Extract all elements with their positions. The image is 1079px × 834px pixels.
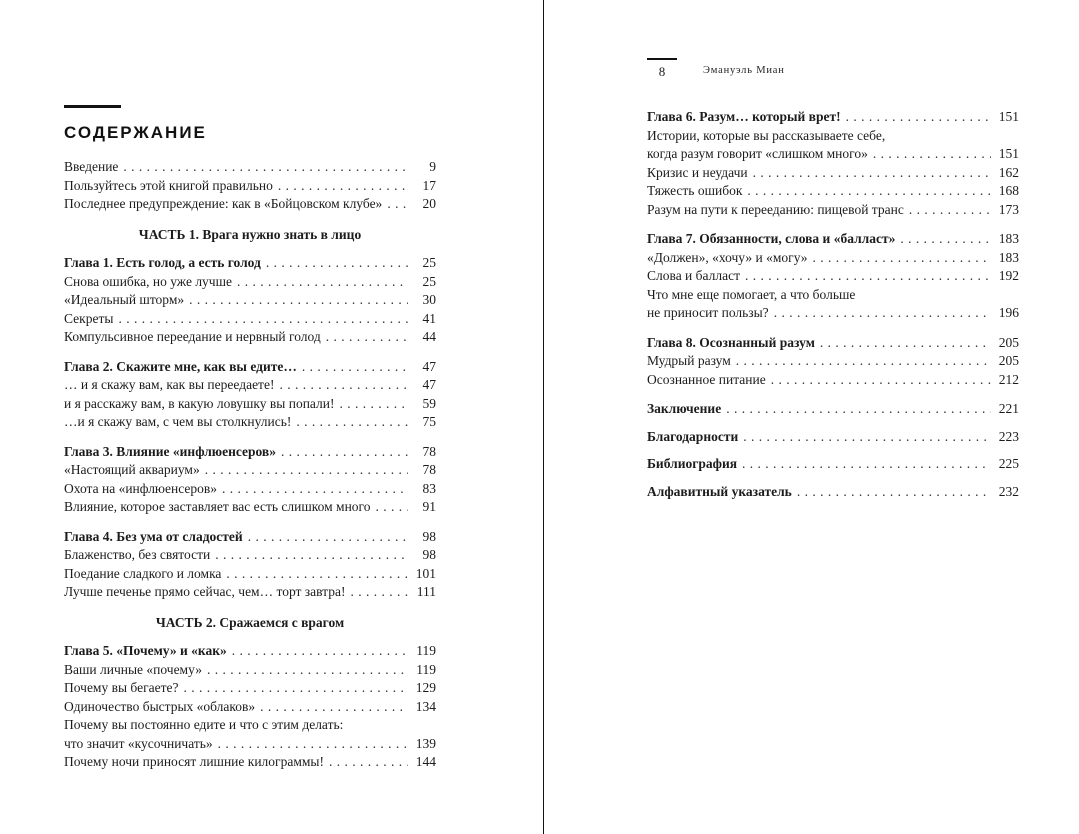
toc-entry-label: Тяжесть ошибок — [647, 183, 743, 198]
toc-entry-page: 111 — [416, 584, 436, 599]
dot-leader — [900, 230, 991, 249]
toc-entry-label: «Настоящий аквариум» — [64, 462, 200, 477]
toc-entry-label: Библиография — [647, 456, 738, 471]
toc-entry-label: Мудрый разум — [647, 353, 731, 368]
toc-entry-page: 17 — [422, 177, 436, 193]
toc-entry-page: 232 — [998, 483, 1019, 499]
toc-entry-page: 212 — [998, 371, 1019, 387]
dot-leader — [340, 395, 409, 414]
dot-leader — [215, 546, 408, 565]
toc-entry-page: 139 — [415, 735, 436, 751]
dot-leader — [248, 528, 408, 547]
toc-entry-label: Глава 2. Скажите мне, как вы едите… — [64, 358, 297, 374]
toc-item — [64, 583, 436, 602]
toc-entry-page: 30 — [422, 292, 436, 307]
toc-entry-label: Компульсивное переедание и нервный голод — [64, 329, 321, 344]
toc-entry — [64, 546, 436, 565]
header-row — [647, 64, 1019, 80]
toc-item — [647, 455, 1019, 474]
toc-entry-label: Последнее предупреждение: как в «Бойцовском клубе» — [64, 196, 383, 211]
toc-item — [64, 291, 436, 310]
toc-entry — [647, 400, 1019, 419]
toc-entry-label: Блаженство, без святости — [64, 547, 211, 562]
toc-entry — [647, 304, 1019, 323]
dot-leader — [747, 182, 991, 201]
toc-entry — [64, 376, 436, 395]
left-toc — [64, 158, 436, 772]
toc-entry-page: 20 — [422, 196, 436, 211]
toc-entry-page: 25 — [422, 273, 436, 289]
toc-item — [64, 528, 436, 547]
toc-entry-label: Алфавитный указатель — [647, 483, 792, 499]
toc-entry-page: 83 — [422, 480, 436, 496]
toc-item — [64, 443, 436, 462]
toc-entry — [647, 230, 1019, 249]
toc-entry — [647, 286, 1019, 305]
toc-item — [64, 195, 436, 214]
toc-entry — [647, 483, 1019, 502]
toc-entry-label: не приносит пользы? — [647, 305, 769, 320]
toc-entry — [64, 753, 436, 772]
toc-entry-page: 75 — [422, 414, 436, 429]
toc-entry — [64, 480, 436, 499]
toc-entry-label: что значит «кусочничать» — [64, 735, 213, 751]
toc-item — [64, 358, 436, 377]
toc-entry-label: «Должен», «хочу» и «могу» — [647, 249, 808, 265]
toc-entry-label: Что мне еще помогает, а что больше — [647, 286, 856, 302]
toc-entry-page: 205 — [998, 353, 1019, 368]
toc-entry-page: 129 — [415, 680, 436, 695]
toc-entry-label: Снова ошибка, но уже лучше — [64, 273, 232, 289]
toc-block — [647, 108, 1019, 219]
toc-entry — [64, 698, 436, 717]
toc-entry-label: Почему вы постоянно едите и что с этим делать: — [64, 717, 344, 732]
toc-entry-page: 223 — [998, 428, 1019, 444]
toc-entry — [64, 413, 436, 432]
running-header — [647, 58, 1019, 80]
dot-leader — [736, 352, 991, 371]
toc-item — [647, 286, 1019, 323]
toc-entry-page: 221 — [998, 401, 1019, 416]
toc-entry-page: 119 — [416, 661, 436, 677]
toc-entry — [64, 716, 436, 735]
dot-leader — [909, 201, 991, 220]
toc-entry-page: 196 — [998, 305, 1019, 320]
toc-entry-page: 78 — [422, 443, 436, 459]
toc-entry-label: Кризис и неудачи — [647, 164, 748, 180]
toc-item — [64, 698, 436, 717]
toc-entry-page: 173 — [998, 201, 1019, 217]
dot-leader — [774, 304, 991, 323]
toc-entry-page: 119 — [416, 643, 436, 658]
toc-entry-label: Глава 3. Влияние «инфлюенсеров» — [64, 443, 276, 459]
toc-entry-label: Истории, которые вы рассказываете себе, — [647, 127, 886, 143]
toc-entry — [64, 195, 436, 214]
toc-entry-label: Влияние, которое заставляет вас есть слишком много — [64, 499, 371, 514]
toc-entry-label: Заключение — [647, 401, 722, 416]
toc-block — [64, 254, 436, 347]
toc-item — [647, 400, 1019, 419]
toc-entry-label: Ваши личные «почему» — [64, 661, 202, 677]
toc-entry — [64, 291, 436, 310]
toc-entry — [64, 443, 436, 462]
toc-entry-label: Разум на пути к перееданию: пищевой транс — [647, 201, 904, 217]
toc-entry — [64, 528, 436, 547]
toc-entry — [647, 455, 1019, 474]
right-page — [647, 58, 1019, 512]
dot-leader — [123, 158, 408, 177]
toc-entry — [647, 182, 1019, 201]
toc-entry — [647, 127, 1019, 146]
toc-item — [647, 108, 1019, 127]
toc-entry — [64, 642, 436, 661]
dot-leader — [226, 565, 408, 584]
toc-entry-page: 59 — [422, 395, 436, 411]
toc-item — [647, 428, 1019, 447]
toc-entry-page: 144 — [415, 754, 436, 769]
toc-item — [64, 254, 436, 273]
toc-entry — [64, 310, 436, 329]
dot-leader — [753, 164, 991, 183]
dot-leader — [329, 753, 408, 772]
dot-leader — [743, 428, 991, 447]
toc-entry-page: 162 — [998, 164, 1019, 180]
toc-block — [64, 443, 436, 517]
dot-leader — [260, 698, 408, 717]
toc-block — [647, 230, 1019, 323]
dot-leader — [376, 498, 408, 517]
toc-entry — [647, 371, 1019, 390]
toc-entry-label: Глава 6. Разум… который врет! — [647, 109, 841, 124]
toc-entry-label: Глава 5. «Почему» и «как» — [64, 643, 227, 658]
toc-entry-page: 25 — [422, 255, 436, 270]
toc-entry-label: Секреты — [64, 310, 114, 326]
toc-entry-label: Одиночество быстрых «облаков» — [64, 698, 256, 714]
dot-leader — [745, 267, 991, 286]
toc-entry-page: 183 — [998, 249, 1019, 265]
header-rule — [647, 58, 677, 60]
toc-item — [647, 371, 1019, 390]
toc-entry-page: 9 — [429, 159, 436, 174]
toc-entry — [64, 583, 436, 602]
right-toc — [647, 108, 1019, 501]
toc-item — [64, 546, 436, 565]
dot-leader — [232, 642, 408, 661]
toc-item — [64, 273, 436, 292]
toc-entry-page: 98 — [422, 528, 436, 544]
dot-leader — [118, 310, 408, 329]
toc-item — [64, 395, 436, 414]
dot-leader — [820, 334, 991, 353]
toc-entry — [64, 395, 436, 414]
toc-entry — [647, 428, 1019, 447]
dot-leader — [387, 195, 408, 214]
toc-entry — [64, 328, 436, 347]
toc-item — [64, 328, 436, 347]
dot-leader — [218, 735, 408, 754]
dot-leader — [266, 254, 408, 273]
toc-entry — [64, 661, 436, 680]
toc-item — [64, 642, 436, 661]
toc-item — [647, 334, 1019, 353]
left-page — [64, 105, 436, 783]
toc-item — [647, 164, 1019, 183]
toc-entry — [647, 164, 1019, 183]
toc-entry-label: Пользуйтесь этой книгой правильно — [64, 177, 273, 193]
toc-entry-label: Поедание сладкого и ломка — [64, 565, 222, 581]
dot-leader — [726, 400, 991, 419]
toc-entry — [647, 352, 1019, 371]
toc-item — [647, 483, 1019, 502]
dot-leader — [279, 376, 408, 395]
toc-entry — [64, 254, 436, 273]
toc-entry-label: Благодарности — [647, 428, 739, 444]
toc-entry — [64, 565, 436, 584]
toc-entry — [647, 201, 1019, 220]
dot-leader — [205, 461, 408, 480]
dot-leader — [184, 679, 408, 698]
dot-leader — [296, 413, 408, 432]
running-title: Эмануэль Миан — [703, 65, 785, 76]
toc-entry-label: Слова и балласт — [647, 268, 740, 283]
toc-entry — [64, 177, 436, 196]
toc-block — [647, 334, 1019, 390]
toc-entry-page: 151 — [998, 109, 1019, 124]
toc-entry-page: 151 — [998, 146, 1019, 161]
toc-title: СОДЕРЖАНИЕ — [64, 123, 207, 142]
toc-item — [64, 413, 436, 432]
dot-leader — [278, 177, 408, 196]
toc-entry — [64, 735, 436, 754]
toc-block — [647, 400, 1019, 501]
toc-entry — [64, 158, 436, 177]
toc-entry-page: 41 — [422, 310, 436, 326]
toc-entry-label: Глава 7. Обязанности, слова и «балласт» — [647, 231, 896, 246]
dot-leader — [326, 328, 408, 347]
toc-entry-page: 98 — [422, 547, 436, 562]
toc-entry-label: Глава 4. Без ума от сладостей — [64, 528, 243, 544]
toc-entry-page: 225 — [998, 456, 1019, 471]
title-rule — [64, 105, 121, 108]
toc-item — [64, 565, 436, 584]
toc-entry — [64, 461, 436, 480]
toc-item — [64, 461, 436, 480]
part-heading: ЧАСТЬ 2. Сражаемся с врагом — [155, 614, 345, 630]
part-heading: ЧАСТЬ 1. Врага нужно знать в лицо — [138, 226, 362, 242]
toc-item — [64, 679, 436, 698]
toc-item — [64, 310, 436, 329]
dot-leader — [771, 371, 991, 390]
toc-item — [64, 661, 436, 680]
dot-leader — [237, 273, 408, 292]
toc-block — [64, 358, 436, 432]
toc-entry-page: 134 — [415, 698, 436, 714]
toc-item — [64, 158, 436, 177]
toc-block — [64, 642, 436, 772]
toc-entry-label: Лучше печенье прямо сейчас, чем… торт завтра! — [64, 584, 346, 599]
dot-leader — [281, 443, 408, 462]
toc-entry — [647, 334, 1019, 353]
toc-item — [647, 127, 1019, 164]
toc-item — [64, 716, 436, 753]
toc-entry-label: … и я скажу вам, как вы переедаете! — [64, 377, 275, 392]
dot-leader — [813, 249, 991, 268]
toc-entry-label: «Идеальный шторм» — [64, 292, 185, 307]
toc-entry-label: Осознанное питание — [647, 371, 766, 387]
dot-leader — [350, 583, 408, 602]
toc-block — [64, 528, 436, 602]
toc-entry — [64, 358, 436, 377]
toc-entry-page: 47 — [422, 377, 436, 392]
toc-entry — [647, 108, 1019, 127]
toc-entry-label: Почему ночи приносят лишние килограммы! — [64, 754, 324, 769]
toc-entry-label: и я расскажу вам, в какую ловушку вы попали! — [64, 395, 335, 411]
toc-item — [647, 249, 1019, 268]
dot-leader — [207, 661, 408, 680]
toc-entry-page: 101 — [415, 565, 436, 581]
toc-item — [64, 480, 436, 499]
page-number: 8 — [658, 64, 666, 79]
toc-entry-page: 47 — [422, 358, 436, 374]
toc-entry-page: 192 — [998, 268, 1019, 283]
page-divider — [543, 0, 544, 834]
toc-entry-label: Глава 8. Осознанный разум — [647, 334, 815, 350]
toc-entry — [647, 145, 1019, 164]
toc-entry-page: 91 — [422, 499, 436, 514]
toc-item — [64, 177, 436, 196]
toc-entry — [647, 249, 1019, 268]
dot-leader — [302, 358, 408, 377]
toc-item — [647, 182, 1019, 201]
toc-entry — [64, 498, 436, 517]
toc-item — [64, 376, 436, 395]
toc-entry-page: 168 — [998, 183, 1019, 198]
toc-entry-label: когда разум говорит «слишком много» — [647, 146, 868, 161]
toc-entry-page: 78 — [422, 462, 436, 477]
toc-item — [647, 230, 1019, 249]
dot-leader — [189, 291, 408, 310]
toc-item — [64, 753, 436, 772]
toc-entry — [64, 273, 436, 292]
dot-leader — [742, 455, 991, 474]
toc-entry-page: 205 — [998, 334, 1019, 350]
toc-block — [64, 158, 436, 214]
toc-entry — [647, 267, 1019, 286]
toc-entry-label: Почему вы бегаете? — [64, 680, 179, 695]
toc-item — [647, 267, 1019, 286]
toc-entry-page: 44 — [422, 329, 436, 344]
toc-item — [647, 201, 1019, 220]
toc-item — [64, 498, 436, 517]
toc-entry-label: Введение — [64, 159, 119, 174]
toc-entry — [64, 679, 436, 698]
toc-entry-label: Охота на «инфлюенсеров» — [64, 480, 218, 496]
toc-entry-label: Глава 1. Есть голод, а есть голод — [64, 255, 261, 270]
dot-leader — [797, 483, 991, 502]
toc-item — [647, 352, 1019, 371]
dot-leader — [873, 145, 991, 164]
toc-entry-label: …и я скажу вам, с чем вы столкнулись! — [64, 414, 292, 429]
toc-entry-page: 183 — [998, 231, 1019, 246]
dot-leader — [222, 480, 408, 499]
dot-leader — [846, 108, 991, 127]
